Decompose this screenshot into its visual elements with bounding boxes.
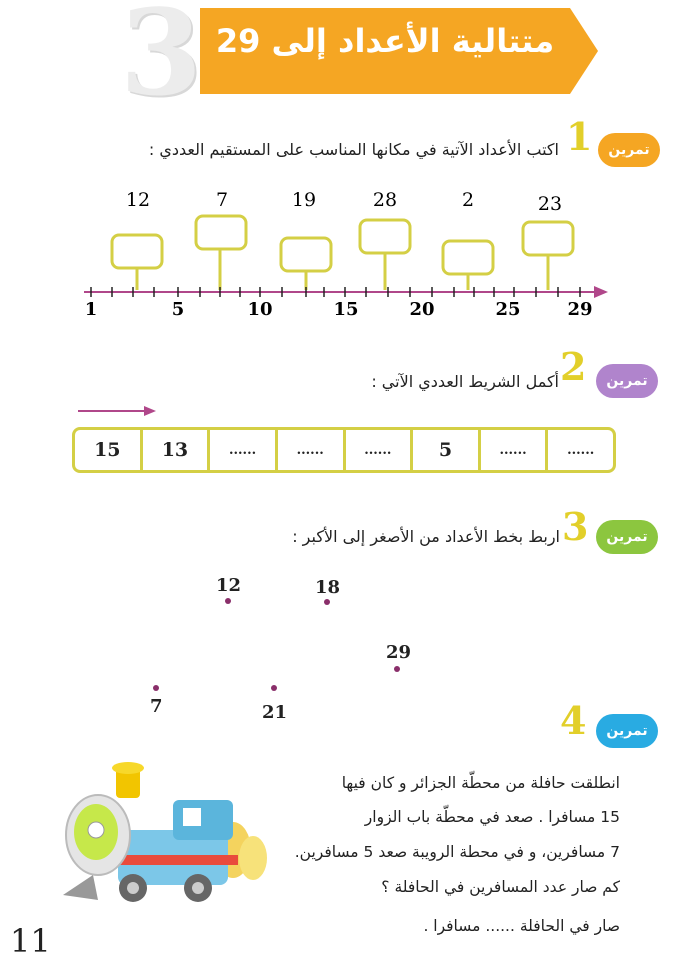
connect-dot[interactable]	[394, 666, 400, 672]
exercise-3-instruction: اربط بخط الأعداد من الأصغر إلى الأكبر :	[292, 527, 560, 546]
strip-cell: 13	[140, 430, 208, 470]
tick-label: 10	[247, 299, 273, 320]
strip-cell: 15	[94, 439, 121, 461]
problem-line: صار في الحافلة ...... مسافرا .	[423, 917, 620, 935]
number-strip	[72, 427, 616, 473]
strip-direction-arrow	[78, 404, 158, 418]
exercise-2-instruction: أكمل الشريط العددي الآتي :	[371, 372, 559, 391]
exercise-4-number: 4	[560, 698, 587, 743]
connect-dot[interactable]	[153, 685, 159, 691]
strip-cell[interactable]: ......	[275, 430, 343, 470]
lesson-number: 3	[120, 0, 203, 122]
answer-box	[523, 222, 573, 255]
tick-label: 5	[171, 299, 185, 320]
connect-dot[interactable]	[271, 685, 277, 691]
exercise-1-instruction: اكتب الأعداد الآتية في مكانها المناسب على المستقيم العددي :	[148, 140, 559, 159]
answer-box	[443, 241, 493, 274]
strip-cell[interactable]: ......	[545, 430, 613, 470]
top-number: 12	[125, 189, 151, 211]
dot-label: 18	[315, 577, 341, 598]
axis-arrowhead	[594, 286, 608, 298]
top-number: 23	[537, 193, 563, 215]
answer-box	[360, 220, 410, 253]
top-number: 2	[461, 189, 475, 211]
tick-label: 20	[409, 299, 435, 320]
top-number: 28	[372, 189, 398, 211]
answer-box	[196, 216, 246, 249]
strip-cell[interactable]: ......	[478, 430, 546, 470]
dot-label: 21	[262, 702, 288, 723]
page-number: 11	[10, 922, 51, 960]
problem-line: كم صار عدد المسافرين في الحافلة ؟	[381, 878, 620, 896]
exercise-label: تمرين	[606, 723, 648, 739]
exercise-label: تمرين	[606, 529, 648, 545]
tick-label: 1	[84, 299, 98, 320]
dot-label: 12	[216, 575, 242, 596]
exercise-label: تمرين	[606, 373, 648, 389]
exercise-1-badge	[598, 133, 660, 167]
exercise-label: تمرين	[608, 142, 650, 158]
exercise-3-badge	[596, 520, 658, 554]
top-number: 7	[215, 189, 229, 211]
answer-box	[112, 235, 162, 268]
connect-dot[interactable]	[324, 599, 330, 605]
problem-line: 15 مسافرا . صعد في محطّة باب الزوار	[364, 808, 620, 826]
connect-dot[interactable]	[225, 598, 231, 604]
train-illustration	[58, 760, 273, 910]
dot-label: 29	[386, 642, 412, 663]
exercise-2-number: 2	[560, 344, 587, 389]
answer-box	[281, 238, 331, 271]
exercise-2-badge	[596, 364, 658, 398]
tick-label: 15	[333, 299, 359, 320]
strip-cell[interactable]: ......	[207, 430, 275, 470]
exercise-4-badge	[596, 714, 658, 748]
number-line	[70, 180, 615, 330]
problem-line: 7 مسافرين، و في محطة الرويبة صعد 5 مسافرين.	[294, 843, 620, 861]
strip-cell[interactable]: ......	[343, 430, 411, 470]
tick-label: 25	[495, 299, 521, 320]
dot-label: 7	[150, 696, 163, 717]
tick-label: 29	[567, 299, 593, 320]
page-title: متتالية الأعداد إلى 29	[215, 22, 555, 60]
exercise-1-number: 1	[566, 114, 593, 159]
strip-cell: 5	[410, 430, 478, 470]
problem-line: انطلقت حافلة من محطّة الجزائر و كان فيها	[341, 774, 620, 792]
exercise-3-number: 3	[562, 504, 589, 549]
top-number: 19	[291, 189, 317, 211]
